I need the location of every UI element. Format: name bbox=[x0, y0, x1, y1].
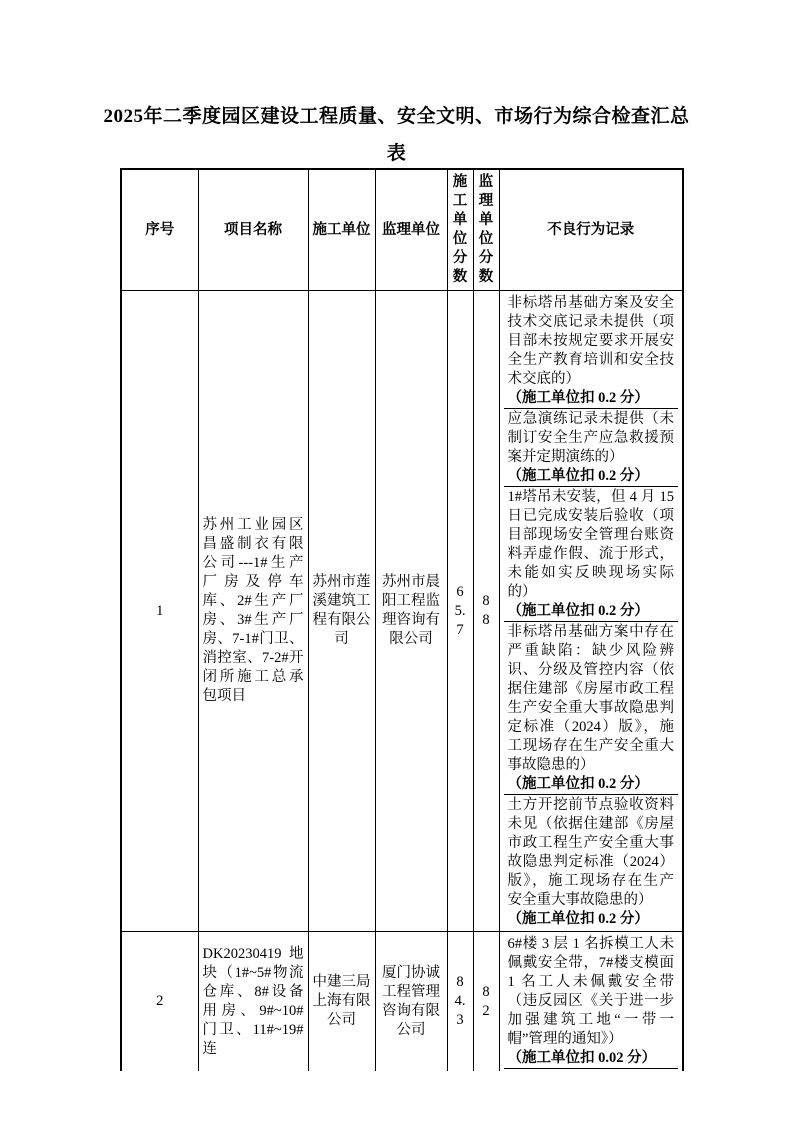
table-row bbox=[121, 291, 683, 932]
row2-supervisor-score: 8 2 bbox=[473, 932, 499, 1072]
row1-project-name: 苏州工业园区昌盛制衣有限公司---1#生产厂房及停车库、2#生产厂房、3#生产厂房、7-1#门卫、消控室、7-2#开闭所施工总承包项目 bbox=[198, 291, 308, 932]
document-title-line2: 表 bbox=[386, 143, 407, 164]
violation-record-item bbox=[504, 293, 679, 409]
violation-text: 土方开挖前节点验收资料未见（依据住建部《房屋市政工程生产安全重大事故隐患判定标准（2024）版》，施工现场存在生产安全重大事故隐患的） bbox=[507, 797, 674, 908]
row1-index: 1 bbox=[121, 291, 198, 932]
penalty-text: （施工单位扣 0.2 分） bbox=[507, 468, 649, 484]
row2-contractor: 中建三局上海有限公司 bbox=[308, 932, 375, 1072]
table-row bbox=[121, 932, 683, 1072]
penalty-text: （施工单位扣 0.2 分） bbox=[507, 776, 649, 792]
row1-supervisor: 苏州市晨阳工程监理咨询有限公司 bbox=[375, 291, 447, 932]
violation-text: 1#塔吊未安装，但 4 月 15 日已完成安装后验收（项目部现场安全管理台账资料弄虚作假、流于形式，未能如实反映现场实际的） bbox=[507, 489, 674, 600]
violation-text: 6#楼 3 层 1 名拆模工人未佩戴安全带，7#楼支模面 1 名工人未佩戴安全带（违反园区《关于进一步加强建筑工地“一带一帽”管理的通知》） bbox=[507, 936, 674, 1047]
violation-record-item bbox=[504, 409, 679, 487]
violation-text: 应急演练记录未提供（未制订安全生产应急救援预案并定期演练的） bbox=[507, 411, 674, 465]
row2-violation-records bbox=[499, 932, 683, 1072]
header-supervisor-score: 监 理 单 位 分 数 bbox=[473, 169, 499, 291]
document-title bbox=[0, 0, 793, 172]
header-contractor-score: 施 工 单 位 分 数 bbox=[447, 169, 473, 291]
penalty-text: （施工单位扣 0.2 分） bbox=[507, 603, 649, 619]
row2-supervisor: 厦门协诚工程管理咨询有限公司 bbox=[375, 932, 447, 1072]
violation-text: 非标塔吊基础方案中存在严重缺陷：缺少风险辨识、分级及管控内容（依据住建部《房屋市政工程生产安全重大事故隐患判定标准（2024）版》，施工现场存在生产安全重大事故隐患的） bbox=[507, 624, 674, 773]
violation-record-item bbox=[504, 487, 679, 622]
violation-text: 非标塔吊基础方案及安全技术交底记录未提供（项目部未按规定要求开展安全生产教育培训和安全技术交底的） bbox=[507, 295, 674, 387]
row1-supervisor-score: 8 8 bbox=[473, 291, 499, 932]
violation-record-item bbox=[504, 622, 679, 795]
row1-contractor-score: 6 5. 7 bbox=[447, 291, 473, 932]
inspection-summary-table bbox=[120, 168, 684, 1071]
header-violation-records: 不良行为记录 bbox=[499, 169, 683, 291]
header-contractor: 施工单位 bbox=[308, 169, 375, 291]
row1-contractor: 苏州市莲溪建筑工程有限公司 bbox=[308, 291, 375, 932]
header-index: 序号 bbox=[121, 169, 198, 291]
row2-contractor-score: 8 4. 3 bbox=[447, 932, 473, 1072]
header-project-name: 项目名称 bbox=[198, 169, 308, 291]
violation-record-item bbox=[504, 934, 679, 1069]
row2-project-name: DK20230419 地块（1#~5#物流仓库、8#设备用房、9#~10#门卫、11#~19#连 bbox=[198, 932, 308, 1072]
row1-violation-records bbox=[499, 291, 683, 932]
header-supervisor: 监理单位 bbox=[375, 169, 447, 291]
penalty-text: （施工单位扣 0.2 分） bbox=[507, 390, 649, 406]
table-header-row bbox=[121, 169, 683, 291]
document-title-line1: 2025年二季度园区建设工程质量、安全文明、市场行为综合检查汇总 bbox=[103, 106, 690, 127]
penalty-text: （施工单位扣 0.02 分） bbox=[507, 1050, 657, 1066]
penalty-text: （施工单位扣 0.2 分） bbox=[507, 911, 649, 927]
violation-record-item bbox=[504, 795, 679, 929]
row2-index: 2 bbox=[121, 932, 198, 1072]
